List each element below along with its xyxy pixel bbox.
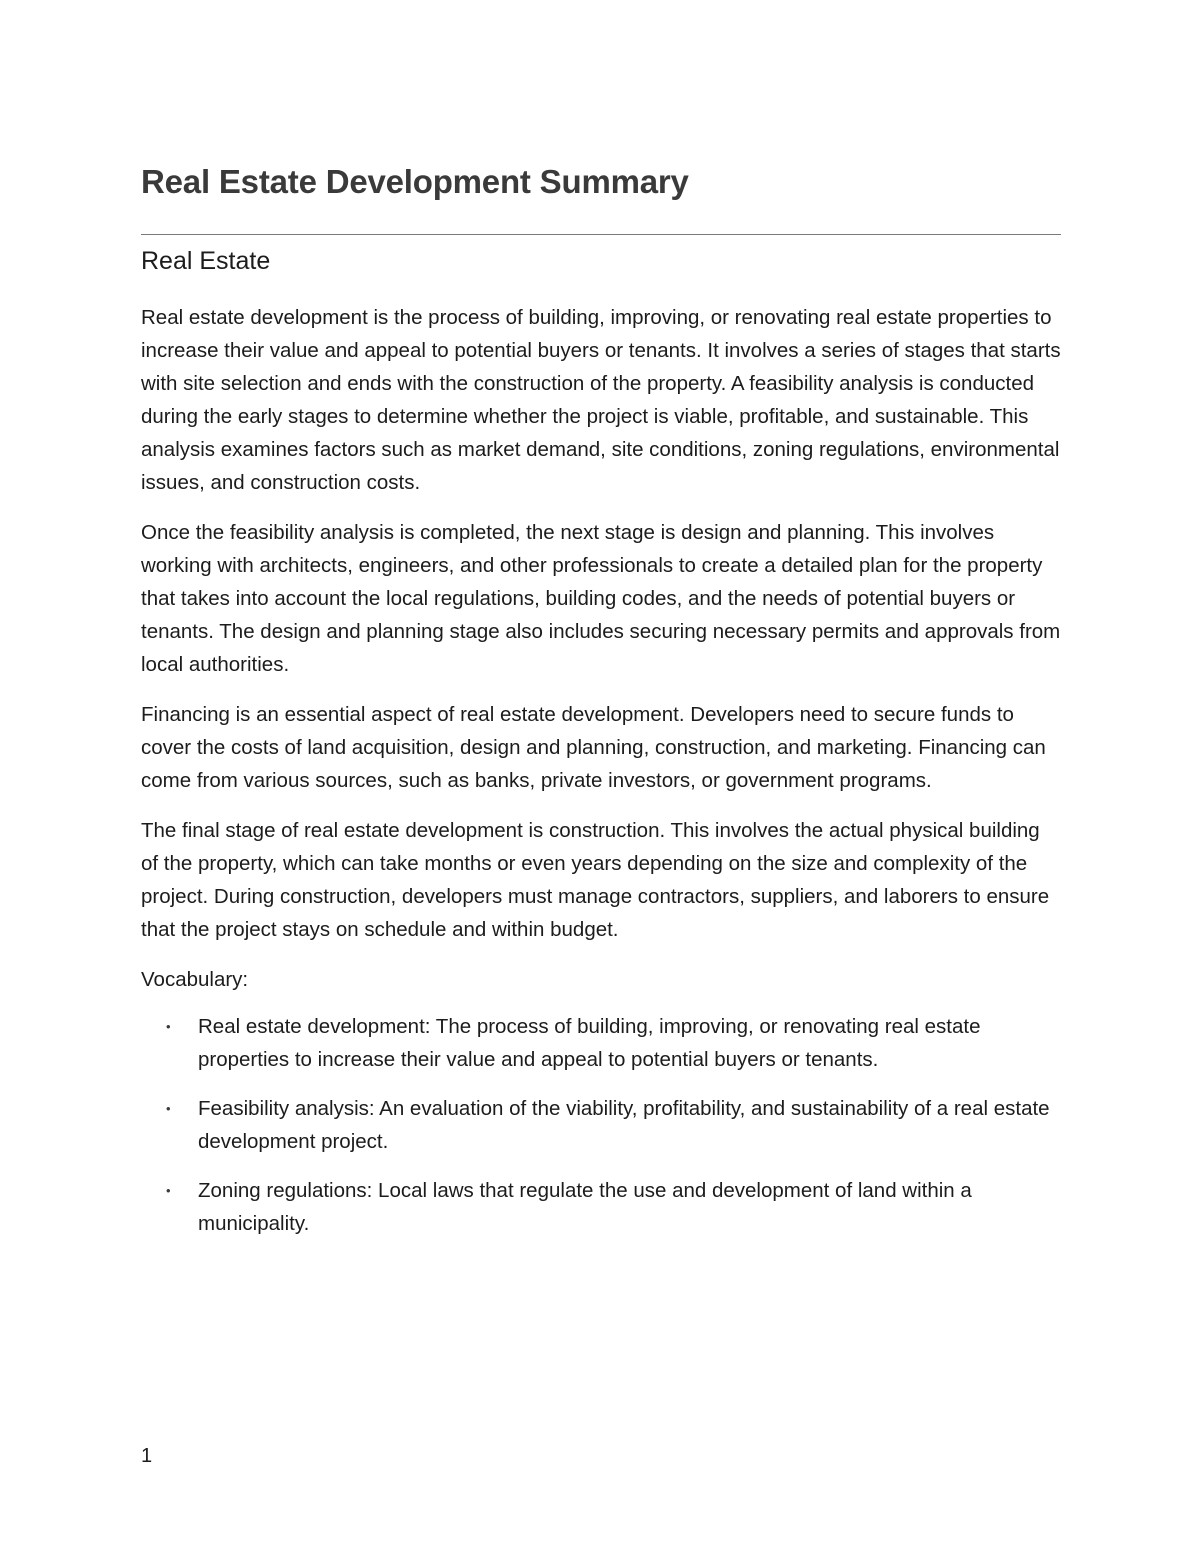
vocabulary-item-text: Zoning regulations: Local laws that regulate the use and development of land within a municipality. bbox=[198, 1179, 972, 1235]
bullet-icon: • bbox=[166, 1101, 171, 1116]
body-paragraph: Once the feasibility analysis is completed, the next stage is design and planning. This involves working with architects, engineers, and other professionals to create a detailed plan for the property that takes into account the local regulations, building codes, and the needs of potential buyers or tenants. The design and planning stage also includes securing necessary permits and approvals from local authorities. bbox=[141, 521, 1061, 676]
vocabulary-item bbox=[141, 1092, 1061, 1158]
page-number: 1 bbox=[141, 1445, 153, 1467]
vocabulary-label: Vocabulary: bbox=[141, 968, 249, 991]
vocabulary-item bbox=[141, 1010, 1061, 1076]
section-heading: Real Estate bbox=[141, 247, 271, 275]
bullet-icon: • bbox=[166, 1019, 171, 1034]
page-content bbox=[141, 160, 1061, 1256]
bullet-icon: • bbox=[166, 1183, 171, 1198]
body-paragraph: Real estate development is the process of building, improving, or renovating real estate properties to increase their value and appeal to potential buyers or tenants. It involves a series of stages that starts with site selection and ends with the construction of the property. A feasibility analysis is conducted during the early stages to determine whether the project is viable, profitable, and sustainable. This analysis examines factors such as market demand, site conditions, zoning regulations, environmental issues, and construction costs. bbox=[141, 306, 1061, 494]
body-paragraph: The final stage of real estate development is construction. This involves the actual physical building of the property, which can take months or even years depending on the size and complexity of the project. During construction, developers must manage contractors, suppliers, and laborers to ensure that the project stays on schedule and within budget. bbox=[141, 819, 1050, 941]
vocabulary-list bbox=[141, 1010, 1061, 1240]
body-paragraph: Financing is an essential aspect of real estate development. Developers need to secure funds to cover the costs of land acquisition, design and planning, construction, and marketing. Financing can come from various sources, such as banks, private investors, or government programs. bbox=[141, 703, 1046, 792]
title-divider bbox=[141, 234, 1061, 235]
vocabulary-item-text: Feasibility analysis: An evaluation of the viability, profitability, and sustainability of a real estate development project. bbox=[198, 1097, 1050, 1153]
vocabulary-item-text: Real estate development: The process of building, improving, or renovating real estate properties to increase their value and appeal to potential buyers or tenants. bbox=[198, 1015, 981, 1071]
vocabulary-item bbox=[141, 1174, 1061, 1240]
document-title: Real Estate Development Summary bbox=[141, 163, 689, 200]
